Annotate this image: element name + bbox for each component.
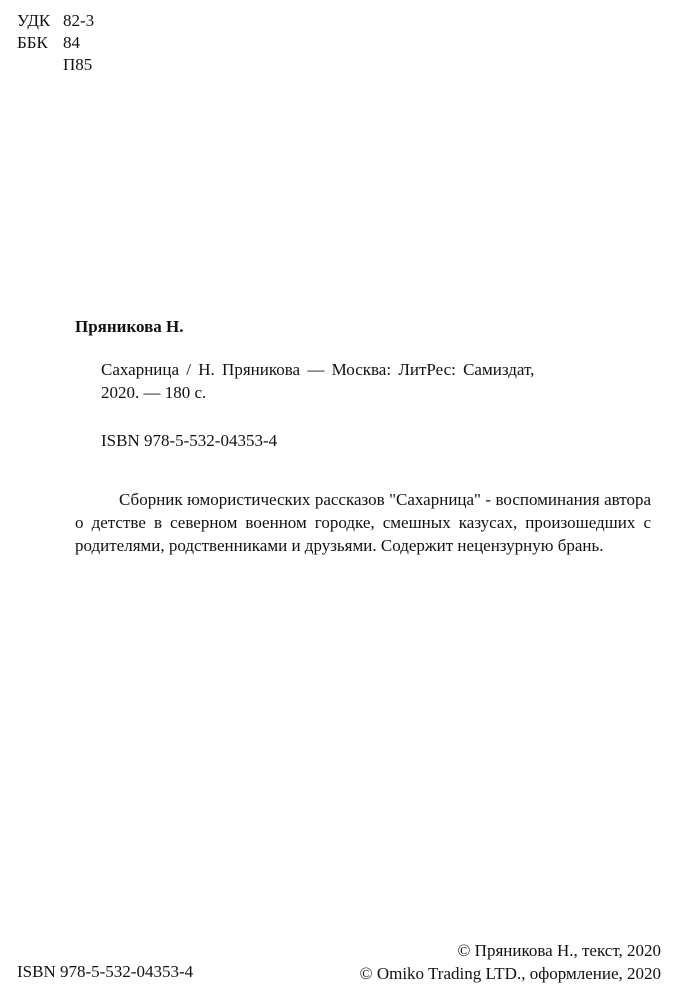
author-heading: Пряникова Н. (75, 317, 184, 336)
biblio-line-2: 2020. — 180 с. (101, 383, 207, 402)
bibliographic-description (101, 358, 601, 404)
copyright-design: © Omiko Trading LTD., оформление, 2020 (359, 964, 661, 983)
annotation-paragraph: Сборник юмористических рассказов "Сахарница" - воспоминания автора о детстве в северном военном городке, смешных казусах, произошедших с родителями, родственниками и друзьями. Содержит нецензурную брань. (75, 490, 651, 555)
author-mark: П85 (63, 55, 93, 74)
biblio-line-1: Сахарница / Н. Пряникова — Москва: ЛитРес: Самиздат, (101, 360, 535, 379)
udk-row (17, 10, 94, 32)
copyright-text: © Пряникова Н., текст, 2020 (457, 941, 661, 960)
footer-isbn: ISBN 978-5-532-04353-4 (17, 962, 194, 981)
bbk-row (17, 32, 94, 54)
bbk-value: 84 (63, 33, 80, 52)
copyright-block (360, 939, 661, 985)
bbk-label: ББК (17, 33, 48, 52)
udk-label: УДК (17, 11, 51, 30)
author-mark-row (17, 54, 94, 76)
udk-value: 82-3 (63, 11, 95, 30)
classification-codes (17, 10, 94, 76)
isbn: ISBN 978-5-532-04353-4 (101, 431, 278, 450)
